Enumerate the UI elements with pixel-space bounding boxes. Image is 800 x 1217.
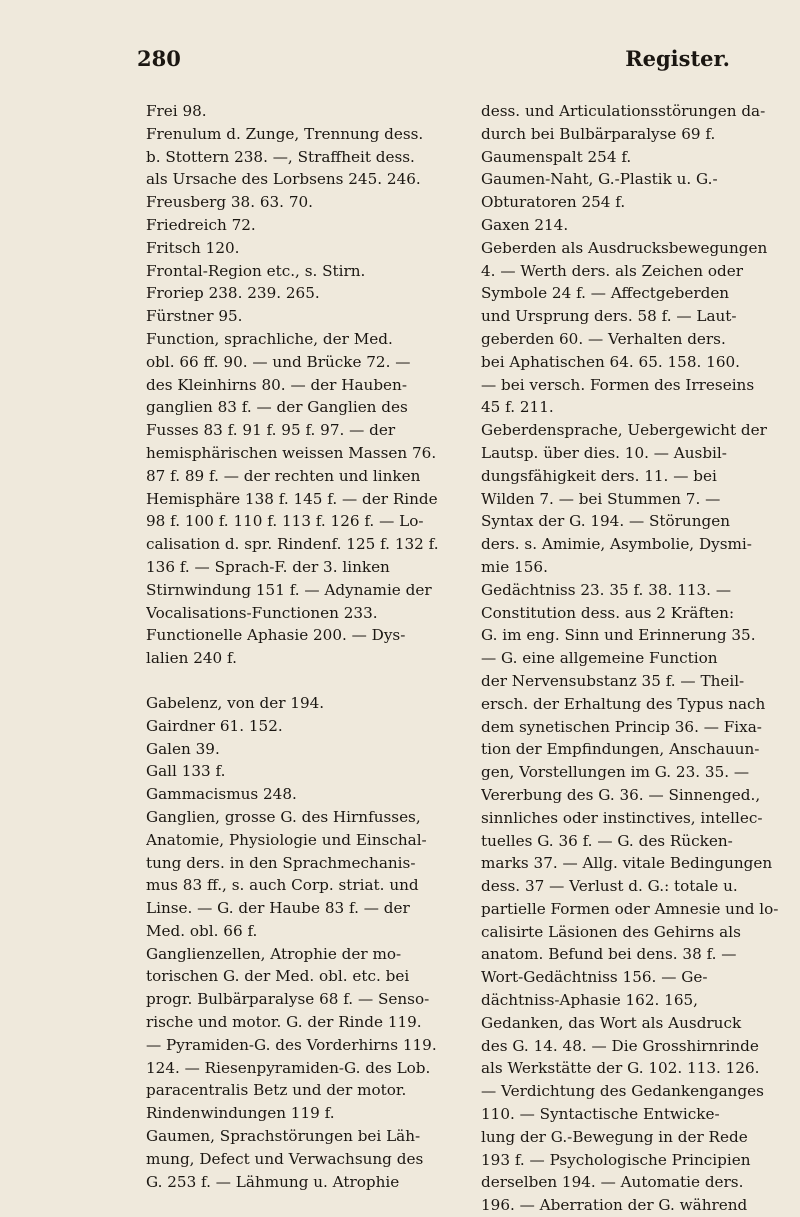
index-entry-line: 45 f. 211.: [481, 398, 554, 417]
index-entry: [146, 305, 446, 328]
page-number: 280: [137, 46, 181, 71]
index-entry-line: dess. und Articulationsstörungen da-: [481, 102, 766, 120]
index-entry-line: G. 253 f. — Lähmung u. Atrophie: [146, 1172, 400, 1191]
index-entry: [146, 943, 446, 1125]
index-entry-line: Fusses 83 f. 91 f. 95 f. 97. — der: [146, 421, 396, 440]
index-entry-line: Ganglien, grosse G. des Hirnfusses,: [146, 807, 421, 826]
index-entry-line: — Pyramiden-G. des Vorderhirns 119.: [146, 1035, 437, 1054]
index-column-left: [146, 100, 446, 1193]
index-entry-line: dungsfähigkeit ders. 11. — bei: [481, 466, 717, 485]
index-entry-line: dem synetischen Princip 36. — Fixa-: [481, 717, 762, 736]
index-entry-line: Gaumen-Naht, G.-Plastik u. G.-: [481, 170, 718, 189]
index-entry-line: Lautsp. über dies. 10. — Ausbil-: [481, 443, 727, 462]
index-entry-line: Stirnwindung 151 f. — Adynamie der: [146, 580, 432, 599]
index-entry: [481, 419, 783, 579]
index-entry-line: mung, Defect und Verwachsung des: [146, 1149, 424, 1168]
index-entry: [481, 168, 783, 214]
index-entry-line: dess. 37 — Verlust d. G.: totale u.: [481, 877, 738, 896]
index-entry-line: Froriep 238. 239. 265.: [146, 284, 320, 303]
index-entry-line: 98 f. 100 f. 110 f. 113 f. 126 f. — Lo-: [146, 512, 424, 531]
index-entry: [481, 146, 783, 169]
index-entry-line: 124. — Riesenpyramiden-G. des Lob.: [146, 1058, 431, 1077]
index-entry-line: Fritsch 120.: [146, 238, 240, 257]
index-entry-line: Gall 133 f.: [146, 762, 226, 781]
index-entry-line: ersch. der Erhaltung des Typus nach: [481, 694, 766, 713]
index-entry-line: 4. — Werth ders. als Zeichen oder: [481, 261, 744, 280]
index-entry-line: 193 f. — Psychologische Principien: [481, 1150, 751, 1169]
index-entry-line: Symbole 24 f. — Affectgeberden: [481, 284, 730, 303]
index-entry-line: Frei 98.: [146, 102, 207, 120]
index-entry-line: Galen 39.: [146, 739, 220, 758]
index-entry-line: Constitution dess. aus 2 Kräften:: [481, 603, 735, 622]
index-entry: [146, 692, 446, 715]
index-entry-line: marks 37. — Allg. vitale Bedingungen: [481, 854, 773, 873]
index-entry: [146, 328, 446, 624]
index-entry: [146, 191, 446, 214]
index-entry-line: derselben 194. — Automatie ders.: [481, 1173, 744, 1192]
index-entry: [146, 783, 446, 806]
index-entry-line: Function, sprachliche, der Med.: [146, 329, 393, 348]
index-column-right: [481, 100, 783, 1217]
index-entry-line: — G. eine allgemeine Function: [481, 649, 718, 668]
index-entry-line: Obturatoren 254 f.: [481, 193, 626, 212]
index-entry: [481, 100, 783, 146]
index-entry-line: Gedächtniss 23. 35 f. 38. 113. —: [481, 580, 732, 599]
index-entry-line: Linse. — G. der Haube 83 f. — der: [146, 899, 410, 918]
index-entry-line: tion der Empfindungen, Anschauun-: [481, 740, 760, 759]
index-entry-line: Functionelle Aphasie 200. — Dys-: [146, 626, 406, 645]
index-entry-line: progr. Bulbärparalyse 68 f. — Senso-: [146, 990, 430, 1009]
index-entry-line: torischen G. der Med. obl. etc. bei: [146, 967, 410, 986]
index-entry-line: 196. — Aberration der G. während: [481, 1196, 748, 1215]
index-entry-line: G. im eng. Sinn und Erinnerung 35.: [481, 626, 756, 645]
index-entry: [146, 624, 446, 670]
index-entry: [146, 214, 446, 237]
index-entry: [146, 1125, 446, 1193]
running-title: Register.: [625, 46, 730, 71]
index-entry-line: 110. — Syntactische Entwicke-: [481, 1105, 720, 1124]
index-entry-line: Gaumenspalt 254 f.: [481, 147, 632, 166]
index-entry: [146, 760, 446, 783]
index-entry-line: Vocalisations-Functionen 233.: [146, 603, 378, 622]
index-entry-line: des G. 14. 48. — Die Grosshirnrinde: [481, 1036, 759, 1055]
index-entry-line: Geberden als Ausdrucksbewegungen: [481, 238, 768, 257]
index-entry-line: Med. obl. 66 f.: [146, 921, 258, 940]
index-entry-line: der Nervensubstanz 35 f. — Theil-: [481, 671, 745, 690]
index-entry-line: Freusberg 38. 63. 70.: [146, 193, 313, 212]
index-entry-line: und Ursprung ders. 58 f. — Laut-: [481, 307, 737, 326]
index-entry: [146, 282, 446, 305]
index-entry-line: calisation d. spr. Rindenf. 125 f. 132 f.: [146, 535, 439, 554]
index-entry-line: als Ursache des Lorbsens 245. 246.: [146, 170, 421, 189]
index-entry-line: anatom. Befund bei dens. 38 f. —: [481, 945, 737, 964]
page-header: [137, 46, 730, 76]
index-entry-line: — Verdichtung des Gedankenganges: [481, 1082, 764, 1101]
index-entry-line: bei Aphatischen 64. 65. 158. 160.: [481, 352, 740, 371]
index-entry-line: obl. 66 ff. 90. — und Brücke 72. —: [146, 352, 411, 371]
index-entry-line: Gammacismus 248.: [146, 785, 297, 804]
index-entry-line: ganglien 83 f. — der Ganglien des: [146, 398, 408, 417]
index-entry-line: tung ders. in den Sprachmechanis-: [146, 853, 416, 872]
index-entry-line: Hemisphäre 138 f. 145 f. — der Rinde: [146, 489, 438, 508]
index-entry: [146, 260, 446, 283]
index-entry: [146, 806, 446, 943]
index-entry-line: calisirte Läsionen des Gehirns als: [481, 922, 741, 941]
index-entry-line: 136 f. — Sprach-F. der 3. linken: [146, 557, 390, 576]
index-entry-line: des Kleinhirns 80. — der Hauben-: [146, 375, 407, 394]
index-entry-line: Gairdner 61. 152.: [146, 716, 283, 735]
index-entry-line: b. Stottern 238. —, Straffheit dess.: [146, 147, 415, 166]
index-entry: [146, 715, 446, 738]
index-entry-line: paracentralis Betz und der motor.: [146, 1081, 407, 1100]
index-entry: [481, 1012, 783, 1217]
index-entry-line: Gabelenz, von der 194.: [146, 693, 325, 712]
index-entry-line: hemisphärischen weissen Massen 76.: [146, 443, 437, 462]
index-entry-line: Frontal-Region etc., s. Stirn.: [146, 261, 366, 280]
index-entry: [481, 214, 783, 237]
index-entry-line: Ganglienzellen, Atrophie der mo-: [146, 944, 402, 963]
index-entry-line: Wort-Gedächtniss 156. — Ge-: [481, 968, 708, 987]
index-entry-line: partielle Formen oder Amnesie und lo-: [481, 899, 779, 918]
index-entry-line: mie 156.: [481, 557, 548, 576]
index-entry-line: Frenulum d. Zunge, Trennung dess.: [146, 124, 424, 143]
index-entry-line: Fürstner 95.: [146, 307, 243, 326]
index-entry-line: mus 83 ff., s. auch Corp. striat. und: [146, 876, 419, 895]
index-entry-line: tuelles G. 36 f. — G. des Rücken-: [481, 831, 733, 850]
index-entry-line: geberden 60. — Verhalten ders.: [481, 329, 726, 348]
index-entry-line: gen, Vorstellungen im G. 23. 35. —: [481, 763, 750, 782]
index-entry-line: Gaxen 214.: [481, 215, 569, 234]
index-entry-line: als Werkstätte der G. 102. 113. 126.: [481, 1059, 760, 1078]
index-entry-line: Vererbung des G. 36. — Sinnenged.,: [481, 785, 761, 804]
index-entry-line: Anatomie, Physiologie und Einschal-: [146, 830, 427, 849]
index-entry-line: Geberdensprache, Uebergewicht der: [481, 421, 767, 440]
index-entry-line: dächtniss-Aphasie 162. 165,: [481, 991, 698, 1010]
index-entry-line: ders. s. Amimie, Asymbolie, Dysmi-: [481, 535, 752, 554]
index-entry-line: Gaumen, Sprachstörungen bei Läh-: [146, 1127, 421, 1146]
index-entry-line: 87 f. 89 f. — der rechten und linken: [146, 466, 421, 485]
index-entry: [146, 237, 446, 260]
index-entry-line: Wilden 7. — bei Stummen 7. —: [481, 489, 721, 508]
index-entry: [481, 579, 783, 1012]
index-entry-line: — bei versch. Formen des Irreseins: [481, 375, 755, 394]
index-entry-line: Gedanken, das Wort als Ausdruck: [481, 1013, 742, 1032]
index-entry-line: lalien 240 f.: [146, 649, 237, 668]
index-entry: [146, 100, 446, 123]
index-entry-line: lung der G.-Bewegung in der Rede: [481, 1127, 748, 1146]
index-entry-line: durch bei Bulbärparalyse 69 f.: [481, 124, 716, 143]
index-entry-line: rische und motor. G. der Rinde 119.: [146, 1013, 422, 1032]
index-entry-line: sinnliches oder instinctives, intellec-: [481, 808, 763, 827]
index-entry-line: Friedreich 72.: [146, 215, 256, 234]
index-entry: [146, 738, 446, 761]
index-entry: [146, 123, 446, 191]
index-entry: [481, 237, 783, 419]
index-entry-line: Syntax der G. 194. — Störungen: [481, 512, 730, 531]
index-entry-line: Rindenwindungen 119 f.: [146, 1104, 335, 1123]
